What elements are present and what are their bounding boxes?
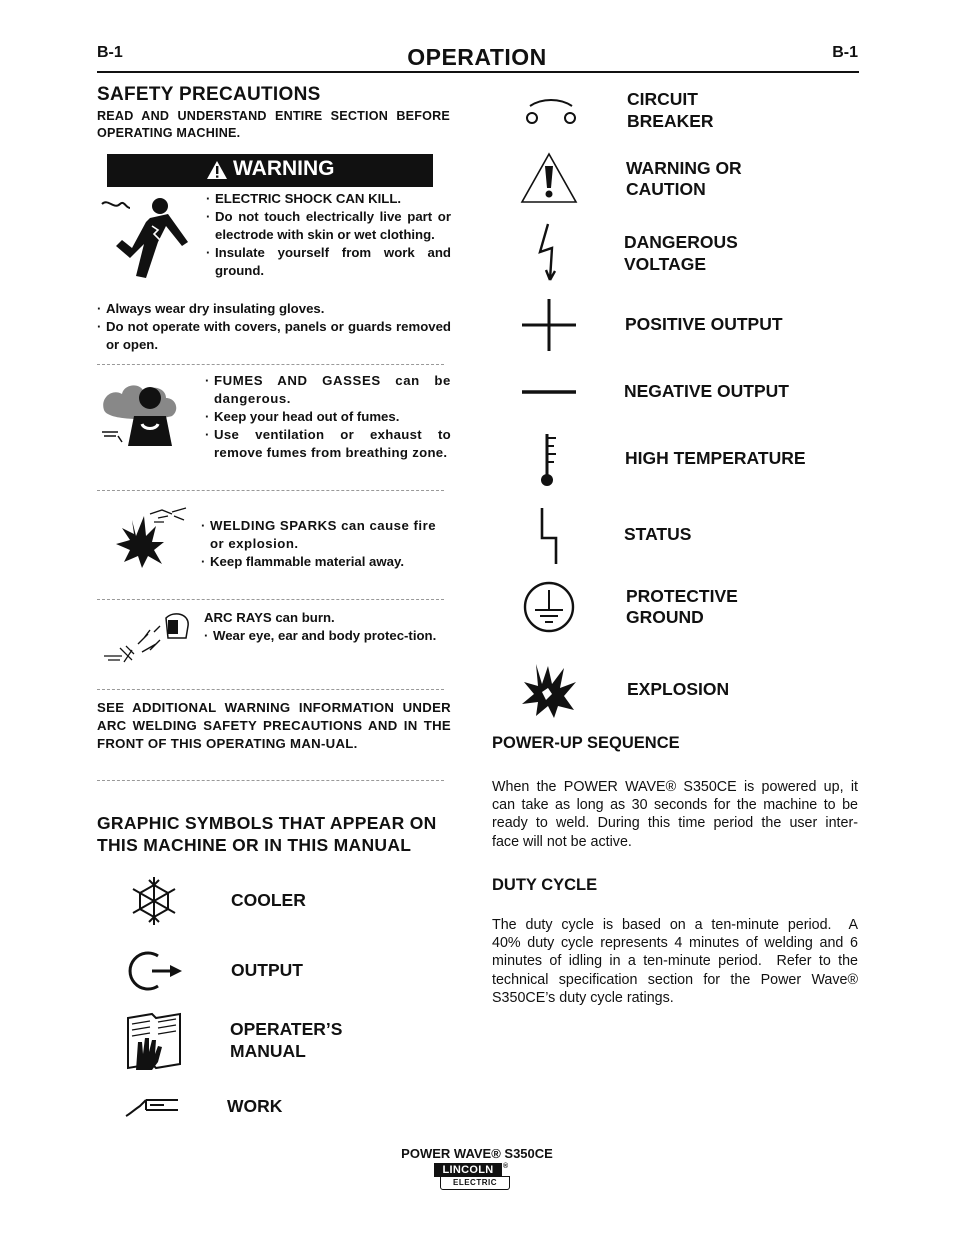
logo-top: LINCOLN [434,1163,502,1177]
power-output-icon [130,950,184,992]
snowflake-icon [128,875,180,927]
duty-cycle-line: 40% duty cycle represents 4 minutes of welding and 6 [492,935,858,952]
status-label: STATUS [624,524,692,544]
warning-triangle-icon [520,152,578,204]
safety-intro: READ AND UNDERSTAND ENTIRE SECTION BEFORE OPERATING MACHINE. [97,109,450,140]
work-clamp-icon [124,1096,180,1118]
manual-label-1: OPERATER’S [230,1019,343,1039]
manual-label-2: MANUAL [230,1041,306,1061]
circuit-breaker-label-1: CIRCUIT [627,89,698,109]
duty-cycle-line: The duty cycle is based on a ten-minute period. A [492,917,858,933]
shock-extra-item: · Do not operate with covers, panels or guards removed or open. [97,318,451,354]
shock-item: · Do not touch electrically live part or electrode with skin or wet clothing. [206,208,451,244]
electric-shock-icon [100,196,194,284]
divider [97,490,444,491]
shock-item: · Insulate yourself from work and ground. [206,244,451,280]
lincoln-electric-logo [434,1163,510,1190]
safety-title: SAFETY PRECAUTIONS [97,84,321,105]
work-label: WORK [227,1096,283,1116]
arc-rays-icon [104,610,190,666]
sparks-item: · WELDING SPARKS can cause fire or explosion. [201,517,451,553]
duty-cycle-line: minutes of idling in a ten-minute period. Refer to the [492,953,858,970]
plus-icon [521,298,577,352]
power-up-line: can take as long as 30 seconds for the machine to be [492,797,858,814]
duty-cycle-line: technical specification section for the Power Wave® [492,971,858,988]
fumes-item: · FUMES AND GASSES can be dangerous. [205,372,451,408]
logo-mark: ® [503,1163,509,1170]
page-title: OPERATION [407,44,547,70]
dangerous-voltage-label-2: VOLTAGE [624,254,706,274]
minus-icon [522,389,576,395]
warning-banner [107,154,433,187]
power-up-line: When the POWER WAVE® S350CE is powered up, it [492,779,858,795]
header-rule [97,71,859,73]
protective-ground-icon [522,580,576,634]
welding-sparks-icon [114,506,188,570]
operators-manual-icon [126,1012,182,1072]
high-temperature-label: HIGH TEMPERATURE [625,448,806,468]
sparks-list [201,517,451,571]
thermometer-icon [538,432,560,488]
power-up-text [492,778,858,851]
status-icon [538,506,560,566]
circuit-breaker-icon [524,98,578,126]
arc-item: · Wear eye, ear and body protec-tion. [204,627,451,645]
shock-extra-item: · Always wear dry insulating gloves. [97,300,451,318]
output-label: OUTPUT [231,960,303,980]
page-code-left: B-1 [97,44,123,61]
warning-label: WARNING [233,157,335,180]
logo-bottom: ELECTRIC [440,1176,510,1190]
warning-caution-label-2: CAUTION [626,179,706,199]
arc-lead: ARC RAYS can burn. [204,610,335,625]
lightning-bolt-icon [536,222,562,284]
fumes-item: · Keep your head out of fumes. [205,408,451,426]
shock-extra-list [97,300,451,354]
shock-list [206,190,451,280]
fumes-icon [100,380,182,450]
divider [97,689,444,690]
circuit-breaker-label-2: BREAKER [627,111,714,131]
footer-product: POWER WAVE® S350CE [401,1146,553,1161]
page-code-right: B-1 [832,44,858,61]
positive-output-label: POSITIVE OUTPUT [625,314,783,334]
cooler-label: COOLER [231,890,306,910]
see-additional-note: SEE ADDITIONAL WARNING INFORMATION UNDER ARC WELDING SAFETY PRECAUTIONS AND IN THE FRONT OF THIS OPERATING MAN-UAL. [97,700,451,751]
duty-cycle-text [492,916,858,1007]
fumes-item: · Use ventilation or exhaust to remove fumes from breathing zone. [205,426,451,462]
duty-cycle-title: DUTY CYCLE [492,876,598,894]
fumes-list [205,372,451,462]
power-up-line: face will not be active. [492,833,632,850]
protective-ground-label-2: GROUND [626,607,704,627]
graphic-symbols-title: GRAPHIC SYMBOLS THAT APPEAR ON THIS MACHINE OR IN THIS MANUAL [97,813,437,855]
explosion-label: EXPLOSION [627,679,730,699]
divider [97,780,444,781]
shock-item: · ELECTRIC SHOCK CAN KILL. [206,190,451,208]
arc-list [204,627,451,645]
dangerous-voltage-label-1: DANGEROUS [624,232,738,252]
power-up-line: ready to weld. During this time period the user inter- [492,815,858,832]
protective-ground-label-1: PROTECTIVE [626,586,738,606]
warning-triangle-small-icon [206,160,228,180]
divider [97,599,444,600]
power-up-title: POWER-UP SEQUENCE [492,734,680,752]
duty-cycle-line: S350CE’s duty cycle ratings. [492,989,674,1006]
divider [97,364,444,365]
warning-caution-label-1: WARNING OR [626,158,742,178]
sparks-item: · Keep flammable material away. [201,553,451,571]
explosion-icon [520,660,578,720]
negative-output-label: NEGATIVE OUTPUT [624,381,789,401]
